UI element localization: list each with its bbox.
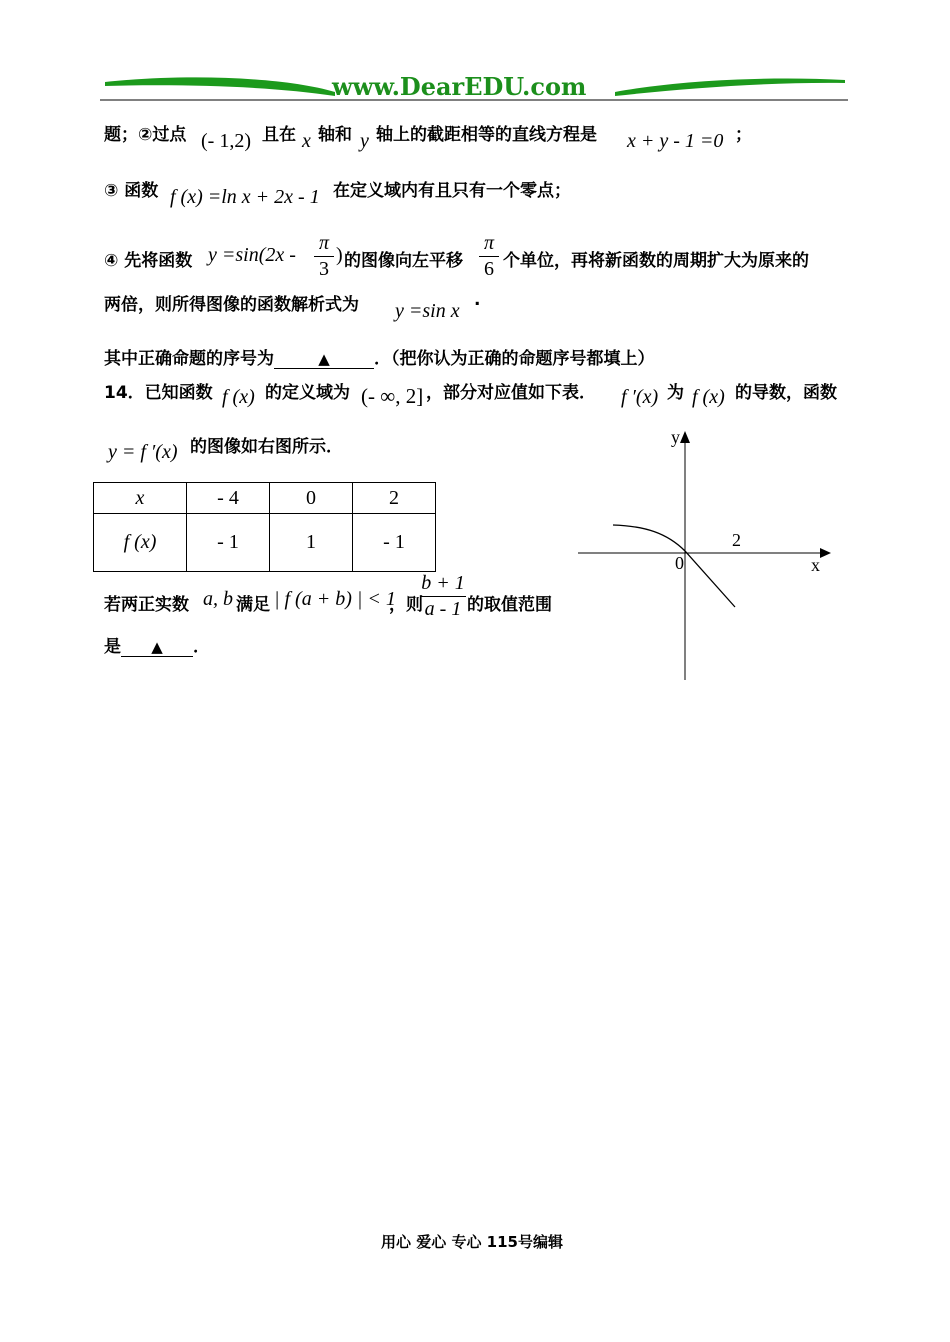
table-row — [94, 483, 436, 514]
q14-fx-2: f (x) — [692, 386, 725, 408]
page-footer: 用心 爱心 专心 115号编辑 — [381, 1233, 563, 1251]
line1-y: y — [360, 130, 369, 152]
line2-label: ③ 函数 — [104, 181, 159, 201]
line3-fraction-1 — [314, 232, 334, 281]
q14-text-h: ，则 — [389, 595, 423, 615]
line3-text-a: 的图像向左平移 — [344, 251, 463, 271]
line4-text: 两倍，则所得图像的函数解析式为 — [104, 295, 359, 315]
line5-end: ．（把你认为正确的命题序号都填上） — [374, 349, 655, 369]
q14-text-b: ，部分对应值如下表． — [426, 383, 596, 403]
line2-text: 在定义域内有且只有一个零点； — [333, 181, 571, 201]
table-cell: - 1 — [187, 514, 270, 572]
graph-svg — [575, 425, 835, 685]
line1-end: ； — [735, 125, 752, 145]
q14-derivative-eq: y = f ′(x) — [108, 441, 178, 463]
line3-den-1: 3 — [319, 258, 329, 280]
table-cell: - 1 — [353, 514, 436, 572]
graph-x-label: x — [811, 555, 820, 575]
site-title: www.DearEDU.com — [332, 72, 587, 101]
line3-pi-1: π — [318, 232, 330, 254]
q14-answer-line — [104, 632, 210, 657]
q14-end: ． — [193, 637, 210, 657]
derivative-curve — [613, 525, 735, 607]
x-arrow-icon — [820, 548, 831, 558]
line3-eq-b: ) — [336, 244, 343, 266]
answer-blank-14[interactable]: ▲ — [121, 638, 193, 657]
q14-label: 14．已知函数 — [104, 383, 213, 403]
q14-text-d: 的导数，函数 — [735, 383, 837, 403]
table-header-cell: - 4 — [187, 483, 270, 514]
q14-fprime: f ′(x) — [621, 386, 659, 408]
table-row — [94, 514, 436, 572]
line3-text-b: 个单位，再将新函数的周期扩大为原来的 — [503, 251, 809, 271]
graph-tick-label: 2 — [732, 530, 741, 550]
graph-y-label: y — [671, 427, 680, 447]
derivative-graph — [575, 425, 835, 685]
q14-text-i: 的取值范围 — [467, 595, 552, 615]
table-header-cell: 0 — [270, 483, 353, 514]
line3-pi-2: π — [483, 232, 495, 254]
line3-label: ④ 先将函数 — [104, 251, 193, 271]
line5 — [104, 344, 655, 369]
q14-text-c: 为 — [667, 383, 684, 403]
line1-point: (- 1,2) — [201, 130, 251, 152]
line1-x: x — [302, 130, 311, 152]
q14-fraction — [420, 572, 466, 621]
line1-text-b: 且在 — [262, 125, 296, 145]
q14-fraction-num: b + 1 — [421, 572, 465, 594]
q14-domain: (- ∞, 2] — [361, 384, 424, 408]
q14-ab: a, b — [203, 588, 233, 610]
q14-fx: f (x) — [222, 386, 255, 408]
answer-blank-13[interactable]: ▲ — [274, 350, 374, 369]
header-banner — [100, 70, 848, 104]
line4-equation: y =sin x — [395, 300, 460, 322]
line3-eq-a: y =sin(2x - — [208, 244, 296, 266]
line2-equation: f (x) =ln x + 2x - 1 — [170, 186, 320, 208]
line1-text-c: 轴和 — [318, 125, 352, 145]
table-header-cell: 2 — [353, 483, 436, 514]
graph-origin-label: 0 — [675, 553, 684, 573]
line5-text: 其中正确命题的序号为 — [104, 349, 274, 369]
q14-text-f: 若两正实数 — [104, 595, 189, 615]
q14-text-j: 是 — [104, 637, 121, 657]
line1-equation: x + y - 1 =0 — [627, 130, 724, 152]
line1-text-a: 题；②过点 — [104, 125, 187, 145]
line1-text-d: 轴上的截距相等的直线方程是 — [376, 125, 597, 145]
table-cell: 1 — [270, 514, 353, 572]
value-table — [93, 482, 436, 572]
q14-fraction-den: a - 1 — [424, 598, 462, 620]
line3-fraction-2 — [479, 232, 499, 281]
q14-inequality: | f (a + b) | < 1 — [274, 588, 396, 610]
q14-text-a: 的定义域为 — [265, 383, 350, 403]
q14-text-e: 的图像如右图所示． — [190, 437, 343, 457]
line4-end: . — [474, 290, 481, 310]
q14-text-g: 满足 — [236, 595, 270, 615]
y-arrow-icon — [680, 431, 690, 443]
table-header-cell: x — [94, 483, 187, 514]
line3-den-2: 6 — [484, 258, 494, 280]
table-cell: f (x) — [94, 514, 187, 572]
